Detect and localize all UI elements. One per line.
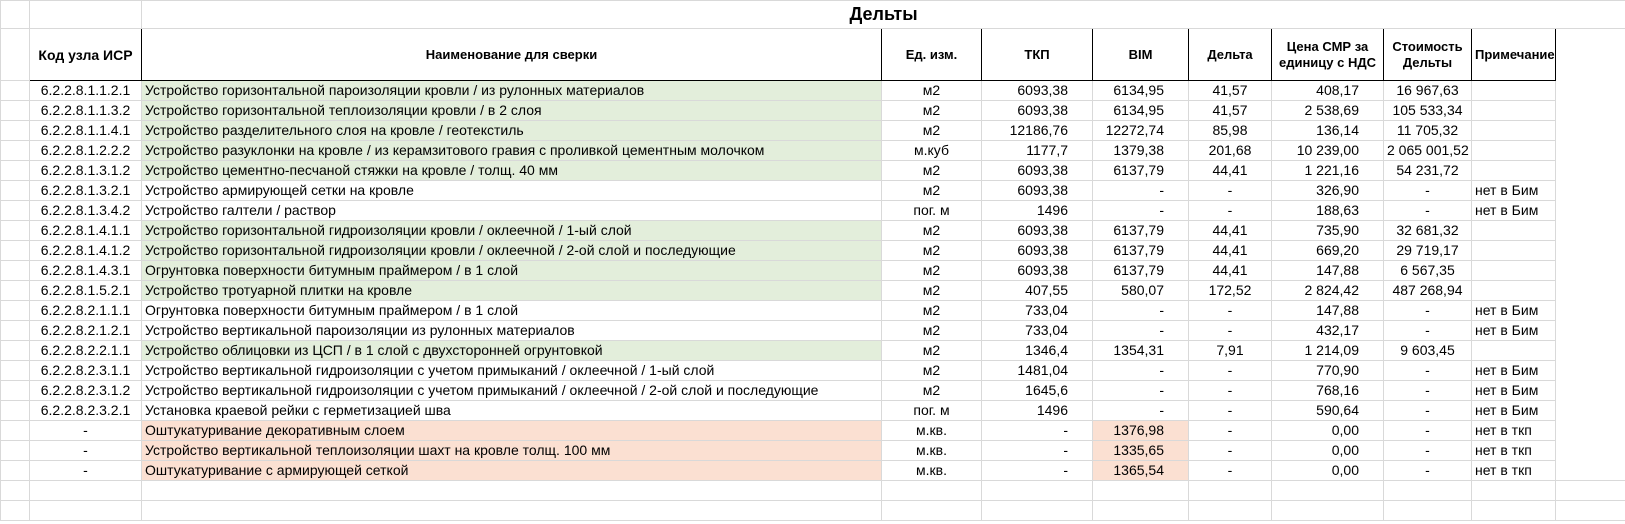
row-price[interactable]: 0,00 — [1272, 421, 1384, 441]
row-tkp[interactable]: - — [982, 461, 1093, 481]
cell[interactable] — [1472, 481, 1556, 501]
cell[interactable] — [1093, 501, 1189, 521]
row-bim[interactable]: - — [1093, 401, 1189, 421]
row-name[interactable]: Устройство горизонтальной пароизоляции кровли / из рулонных материалов — [142, 81, 882, 101]
row-tkp[interactable]: 6093,38 — [982, 241, 1093, 261]
row-price[interactable]: 0,00 — [1272, 441, 1384, 461]
row-unit[interactable]: м.кв. — [882, 421, 982, 441]
row-unit[interactable]: м2 — [882, 361, 982, 381]
row-bim[interactable]: - — [1093, 321, 1189, 341]
cell[interactable] — [1, 1, 30, 29]
table-row — [1, 181, 1625, 201]
row-bim[interactable]: 1365,54 — [1093, 461, 1189, 481]
row-price[interactable]: 1 214,09 — [1272, 341, 1384, 361]
row-name[interactable]: Устройство армирующей сетки на кровле — [142, 181, 882, 201]
row-name[interactable]: Устройство вертикальной гидроизоляции с учетом примыканий / оклеечной / 2-ой слой и последующие — [142, 381, 882, 401]
sheet-title[interactable]: Дельты — [142, 1, 1625, 29]
table-row — [1, 121, 1625, 141]
table-row — [1, 141, 1625, 161]
table-row — [1, 241, 1625, 261]
cell[interactable] — [982, 501, 1093, 521]
row-unit[interactable]: м.кв. — [882, 461, 982, 481]
row-cost[interactable]: 487 268,94 — [1384, 281, 1472, 301]
table-row — [1, 421, 1625, 441]
cell[interactable] — [142, 501, 882, 521]
row-cost[interactable]: - — [1384, 301, 1472, 321]
row-code[interactable]: 6.2.2.8.1.4.3.1 — [30, 261, 142, 281]
cell[interactable] — [1, 161, 30, 181]
row-name[interactable]: Устройство вертикальной теплоизоляции шахт на кровле толщ. 100 мм — [142, 441, 882, 461]
row-delta[interactable]: 41,57 — [1189, 81, 1272, 101]
row-name[interactable]: Оштукатуривание декоративным слоем — [142, 421, 882, 441]
row-delta[interactable]: 44,41 — [1189, 261, 1272, 281]
row-note[interactable]: нет в Бим — [1472, 181, 1556, 201]
cell[interactable] — [1189, 501, 1272, 521]
row-cost[interactable]: 29 719,17 — [1384, 241, 1472, 261]
cell[interactable] — [1384, 481, 1472, 501]
row-bim[interactable]: 1354,31 — [1093, 341, 1189, 361]
row-bim[interactable]: 580,07 — [1093, 281, 1189, 301]
row-tkp[interactable]: 6093,38 — [982, 221, 1093, 241]
row-tkp[interactable]: 1645,6 — [982, 381, 1093, 401]
table-row — [1, 461, 1625, 481]
row-code[interactable]: 6.2.2.8.1.4.1.2 — [30, 241, 142, 261]
row-bim[interactable]: - — [1093, 181, 1189, 201]
row-cost[interactable]: - — [1384, 401, 1472, 421]
row-price[interactable]: 1 221,16 — [1272, 161, 1384, 181]
row-price[interactable]: 147,88 — [1272, 301, 1384, 321]
row-delta[interactable]: - — [1189, 201, 1272, 221]
title-row — [1, 1, 1625, 29]
table-row — [1, 261, 1625, 281]
row-name[interactable]: Огрунтовка поверхности битумным праймером / в 1 слой — [142, 261, 882, 281]
row-bim[interactable]: - — [1093, 201, 1189, 221]
header-delta[interactable]: Дельта — [1189, 29, 1272, 81]
row-name[interactable]: Устройство цементно-песчаной стяжки на кровле / толщ. 40 мм — [142, 161, 882, 181]
row-unit[interactable]: м2 — [882, 341, 982, 361]
row-code[interactable]: 6.2.2.8.1.3.4.2 — [30, 201, 142, 221]
row-name[interactable]: Устройство разуклонки на кровле / из керамзитового гравия с проливкой цементным молочком — [142, 141, 882, 161]
row-bim[interactable]: 6137,79 — [1093, 161, 1189, 181]
row-tkp[interactable]: 1496 — [982, 401, 1093, 421]
cell[interactable] — [1189, 481, 1272, 501]
row-delta[interactable]: - — [1189, 381, 1272, 401]
header-note[interactable]: Примечание — [1472, 29, 1556, 81]
row-unit[interactable]: м2 — [882, 101, 982, 121]
row-unit[interactable]: пог. м — [882, 401, 982, 421]
header-name[interactable]: Наименование для сверки — [142, 29, 882, 81]
cell[interactable] — [1, 241, 30, 261]
cell[interactable] — [1556, 481, 1625, 501]
cell[interactable] — [882, 481, 982, 501]
cell[interactable] — [1272, 481, 1384, 501]
cell[interactable] — [1, 361, 30, 381]
row-delta[interactable]: - — [1189, 441, 1272, 461]
row-price[interactable]: 669,20 — [1272, 241, 1384, 261]
row-tkp[interactable]: 407,55 — [982, 281, 1093, 301]
cell[interactable] — [1, 441, 30, 461]
row-price[interactable]: 2 538,69 — [1272, 101, 1384, 121]
row-delta[interactable]: - — [1189, 321, 1272, 341]
row-unit[interactable]: м2 — [882, 301, 982, 321]
row-price[interactable]: 147,88 — [1272, 261, 1384, 281]
row-cost[interactable]: 54 231,72 — [1384, 161, 1472, 181]
cell[interactable] — [1, 121, 30, 141]
row-name[interactable]: Огрунтовка поверхности битумным праймером / в 1 слой — [142, 301, 882, 321]
row-tkp[interactable]: 1177,7 — [982, 141, 1093, 161]
row-price[interactable]: 2 824,42 — [1272, 281, 1384, 301]
row-price[interactable]: 768,16 — [1272, 381, 1384, 401]
row-note[interactable]: нет в ткп — [1472, 461, 1556, 481]
table-row — [1, 401, 1625, 421]
row-bim[interactable]: - — [1093, 361, 1189, 381]
row-note[interactable]: нет в Бим — [1472, 381, 1556, 401]
cell[interactable] — [882, 501, 982, 521]
table-row — [1, 301, 1625, 321]
row-name[interactable]: Устройство вертикальной пароизоляции из рулонных материалов — [142, 321, 882, 341]
row-note[interactable]: нет в Бим — [1472, 321, 1556, 341]
row-note[interactable] — [1472, 141, 1556, 161]
row-code[interactable]: 6.2.2.8.2.3.1.2 — [30, 381, 142, 401]
row-cost[interactable]: - — [1384, 201, 1472, 221]
row-cost[interactable]: - — [1384, 461, 1472, 481]
row-note[interactable] — [1472, 281, 1556, 301]
row-tkp[interactable]: 733,04 — [982, 321, 1093, 341]
row-tkp[interactable]: 6093,38 — [982, 181, 1093, 201]
row-code[interactable]: 6.2.2.8.1.1.3.2 — [30, 101, 142, 121]
row-note[interactable]: нет в ткп — [1472, 441, 1556, 461]
row-note[interactable]: нет в Бим — [1472, 301, 1556, 321]
row-delta[interactable]: - — [1189, 181, 1272, 201]
row-unit[interactable]: м2 — [882, 81, 982, 101]
cell[interactable] — [1, 321, 30, 341]
row-code[interactable]: 6.2.2.8.1.5.2.1 — [30, 281, 142, 301]
row-cost[interactable]: 32 681,32 — [1384, 221, 1472, 241]
row-name[interactable]: Установка краевой рейки с герметизацией шва — [142, 401, 882, 421]
row-code[interactable]: 6.2.2.8.1.4.1.1 — [30, 221, 142, 241]
cell[interactable] — [1, 141, 30, 161]
row-bim[interactable]: 6134,95 — [1093, 81, 1189, 101]
row-name[interactable]: Устройство облицовки из ЦСП / в 1 слой с двухсторонней огрунтовкой — [142, 341, 882, 361]
row-unit[interactable]: м2 — [882, 321, 982, 341]
row-note[interactable] — [1472, 101, 1556, 121]
row-price[interactable]: 136,14 — [1272, 121, 1384, 141]
row-note[interactable]: нет в Бим — [1472, 401, 1556, 421]
row-cost[interactable]: 9 603,45 — [1384, 341, 1472, 361]
cell[interactable] — [1, 221, 30, 241]
table-row — [1, 101, 1625, 121]
row-note[interactable] — [1472, 261, 1556, 281]
row-delta[interactable]: 44,41 — [1189, 221, 1272, 241]
row-code[interactable]: - — [30, 441, 142, 461]
row-unit[interactable]: м2 — [882, 381, 982, 401]
row-delta[interactable]: 7,91 — [1189, 341, 1272, 361]
row-tkp[interactable]: 1496 — [982, 201, 1093, 221]
row-unit[interactable]: м2 — [882, 161, 982, 181]
table-row — [1, 81, 1625, 101]
cell[interactable] — [1, 381, 30, 401]
row-note[interactable] — [1472, 121, 1556, 141]
row-code[interactable]: 6.2.2.8.2.1.2.1 — [30, 321, 142, 341]
row-note[interactable]: нет в Бим — [1472, 361, 1556, 381]
cell[interactable] — [1556, 501, 1625, 521]
row-cost[interactable]: 6 567,35 — [1384, 261, 1472, 281]
row-delta[interactable]: 85,98 — [1189, 121, 1272, 141]
row-code[interactable]: 6.2.2.8.2.3.1.1 — [30, 361, 142, 381]
row-bim[interactable]: 6137,79 — [1093, 221, 1189, 241]
row-delta[interactable]: 44,41 — [1189, 241, 1272, 261]
row-price[interactable]: 188,63 — [1272, 201, 1384, 221]
header-bim[interactable]: BIM — [1093, 29, 1189, 81]
row-delta[interactable]: - — [1189, 361, 1272, 381]
row-delta[interactable]: 44,41 — [1189, 161, 1272, 181]
row-tkp[interactable]: 6093,38 — [982, 101, 1093, 121]
cell[interactable] — [1472, 501, 1556, 521]
row-name[interactable]: Устройство галтели / раствор — [142, 201, 882, 221]
row-cost[interactable]: - — [1384, 361, 1472, 381]
cell[interactable] — [30, 481, 142, 501]
header-row — [1, 29, 1625, 81]
row-name[interactable]: Устройство горизонтальной гидроизоляции кровли / оклеечной / 1-ый слой — [142, 221, 882, 241]
header-code[interactable]: Код узла ИСР — [30, 29, 142, 81]
row-delta[interactable]: 201,68 — [1189, 141, 1272, 161]
row-bim[interactable]: 12272,74 — [1093, 121, 1189, 141]
row-note[interactable] — [1472, 81, 1556, 101]
row-cost[interactable]: 16 967,63 — [1384, 81, 1472, 101]
cell[interactable] — [30, 1, 142, 29]
cell[interactable] — [1, 481, 30, 501]
row-note[interactable] — [1472, 341, 1556, 361]
row-cost[interactable]: 105 533,34 — [1384, 101, 1472, 121]
table-row — [1, 381, 1625, 401]
cell[interactable] — [30, 501, 142, 521]
row-name[interactable]: Устройство тротуарной плитки на кровле — [142, 281, 882, 301]
row-unit[interactable]: м2 — [882, 241, 982, 261]
row-price[interactable]: 408,17 — [1272, 81, 1384, 101]
row-bim[interactable]: 1379,38 — [1093, 141, 1189, 161]
cell[interactable] — [1, 301, 30, 321]
row-delta[interactable]: - — [1189, 461, 1272, 481]
table-row — [1, 281, 1625, 301]
table-row — [1, 361, 1625, 381]
row-name[interactable]: Оштукатуривание с армирующей сеткой — [142, 461, 882, 481]
row-price[interactable]: 590,64 — [1272, 401, 1384, 421]
row-cost[interactable]: 2 065 001,52 — [1384, 141, 1472, 161]
row-code[interactable]: 6.2.2.8.1.3.2.1 — [30, 181, 142, 201]
header-cost[interactable]: Стоимость Дельты — [1384, 29, 1472, 81]
cell[interactable] — [142, 481, 882, 501]
cell[interactable] — [1, 201, 30, 221]
row-tkp[interactable]: 6093,38 — [982, 81, 1093, 101]
cell[interactable] — [982, 481, 1093, 501]
row-name[interactable]: Устройство горизонтальной теплоизоляции кровли / в 2 слоя — [142, 101, 882, 121]
table-row — [1, 221, 1625, 241]
row-price[interactable]: 735,90 — [1272, 221, 1384, 241]
header-unit[interactable]: Ед. изм. — [882, 29, 982, 81]
row-delta[interactable]: - — [1189, 421, 1272, 441]
row-delta[interactable]: 41,57 — [1189, 101, 1272, 121]
row-bim[interactable]: 6137,79 — [1093, 261, 1189, 281]
cell[interactable] — [1, 461, 30, 481]
row-bim[interactable]: 1335,65 — [1093, 441, 1189, 461]
row-code[interactable]: 6.2.2.8.1.2.2.2 — [30, 141, 142, 161]
row-name[interactable]: Устройство вертикальной гидроизоляции с учетом примыканий / оклеечной / 1-ый слой — [142, 361, 882, 381]
row-code[interactable]: 6.2.2.8.1.1.4.1 — [30, 121, 142, 141]
row-cost[interactable]: - — [1384, 321, 1472, 341]
row-code[interactable]: - — [30, 461, 142, 481]
row-note[interactable] — [1472, 221, 1556, 241]
row-unit[interactable]: м2 — [882, 121, 982, 141]
table-row — [1, 161, 1625, 181]
row-tkp[interactable]: 6093,38 — [982, 161, 1093, 181]
row-unit[interactable]: м2 — [882, 221, 982, 241]
row-bim[interactable]: - — [1093, 301, 1189, 321]
row-unit[interactable]: м.куб — [882, 141, 982, 161]
cell[interactable] — [1, 501, 30, 521]
table-row — [1, 201, 1625, 221]
row-unit[interactable]: м2 — [882, 281, 982, 301]
blank-row — [1, 481, 1625, 501]
cell[interactable] — [1384, 501, 1472, 521]
row-unit[interactable]: м2 — [882, 261, 982, 281]
cell[interactable] — [1, 101, 30, 121]
row-cost[interactable]: - — [1384, 181, 1472, 201]
row-code[interactable]: 6.2.2.8.2.1.1.1 — [30, 301, 142, 321]
row-note[interactable] — [1472, 161, 1556, 181]
row-name[interactable]: Устройство горизонтальной гидроизоляции кровли / оклеечной / 2-ой слой и последующие — [142, 241, 882, 261]
row-code[interactable]: 6.2.2.8.2.2.1.1 — [30, 341, 142, 361]
row-tkp[interactable]: - — [982, 441, 1093, 461]
cell[interactable] — [1093, 481, 1189, 501]
row-unit[interactable]: м.кв. — [882, 441, 982, 461]
row-delta[interactable]: 172,52 — [1189, 281, 1272, 301]
row-tkp[interactable]: 6093,38 — [982, 261, 1093, 281]
row-unit[interactable]: пог. м — [882, 201, 982, 221]
row-tkp[interactable]: 12186,76 — [982, 121, 1093, 141]
cell[interactable] — [1, 29, 30, 81]
row-bim[interactable]: 6134,95 — [1093, 101, 1189, 121]
row-price[interactable]: 432,17 — [1272, 321, 1384, 341]
row-delta[interactable]: - — [1189, 401, 1272, 421]
row-code[interactable]: 6.2.2.8.2.3.2.1 — [30, 401, 142, 421]
row-note[interactable]: нет в ткп — [1472, 421, 1556, 441]
table-row — [1, 441, 1625, 461]
row-tkp[interactable]: 733,04 — [982, 301, 1093, 321]
row-price[interactable]: 10 239,00 — [1272, 141, 1384, 161]
row-note[interactable] — [1472, 241, 1556, 261]
row-price[interactable]: 326,90 — [1272, 181, 1384, 201]
header-price[interactable]: Цена СМР за единицу с НДС — [1272, 29, 1384, 81]
cell[interactable] — [1, 81, 30, 101]
row-name[interactable]: Устройство разделительного слоя на кровле / геотекстиль — [142, 121, 882, 141]
row-price[interactable]: 770,90 — [1272, 361, 1384, 381]
row-code[interactable]: 6.2.2.8.1.3.1.2 — [30, 161, 142, 181]
row-cost[interactable]: - — [1384, 441, 1472, 461]
row-tkp[interactable]: - — [982, 421, 1093, 441]
row-tkp[interactable]: 1346,4 — [982, 341, 1093, 361]
cell[interactable] — [1, 261, 30, 281]
row-code[interactable]: - — [30, 421, 142, 441]
table-row — [1, 341, 1625, 361]
cell[interactable] — [1, 181, 30, 201]
row-bim[interactable]: 6137,79 — [1093, 241, 1189, 261]
row-cost[interactable]: - — [1384, 381, 1472, 401]
row-bim[interactable]: - — [1093, 381, 1189, 401]
row-unit[interactable]: м2 — [882, 181, 982, 201]
row-price[interactable]: 0,00 — [1272, 461, 1384, 481]
cell[interactable] — [1, 281, 30, 301]
cell[interactable] — [1, 401, 30, 421]
row-cost[interactable]: - — [1384, 421, 1472, 441]
row-tkp[interactable]: 1481,04 — [982, 361, 1093, 381]
row-note[interactable]: нет в Бим — [1472, 201, 1556, 221]
row-code[interactable]: 6.2.2.8.1.1.2.1 — [30, 81, 142, 101]
blank-row — [1, 501, 1625, 521]
cell[interactable] — [1272, 501, 1384, 521]
cell[interactable] — [1, 341, 30, 361]
row-bim[interactable]: 1376,98 — [1093, 421, 1189, 441]
cell[interactable] — [1, 421, 30, 441]
table-row — [1, 321, 1625, 341]
row-cost[interactable]: 11 705,32 — [1384, 121, 1472, 141]
row-delta[interactable]: - — [1189, 301, 1272, 321]
header-tkp[interactable]: ТКП — [982, 29, 1093, 81]
